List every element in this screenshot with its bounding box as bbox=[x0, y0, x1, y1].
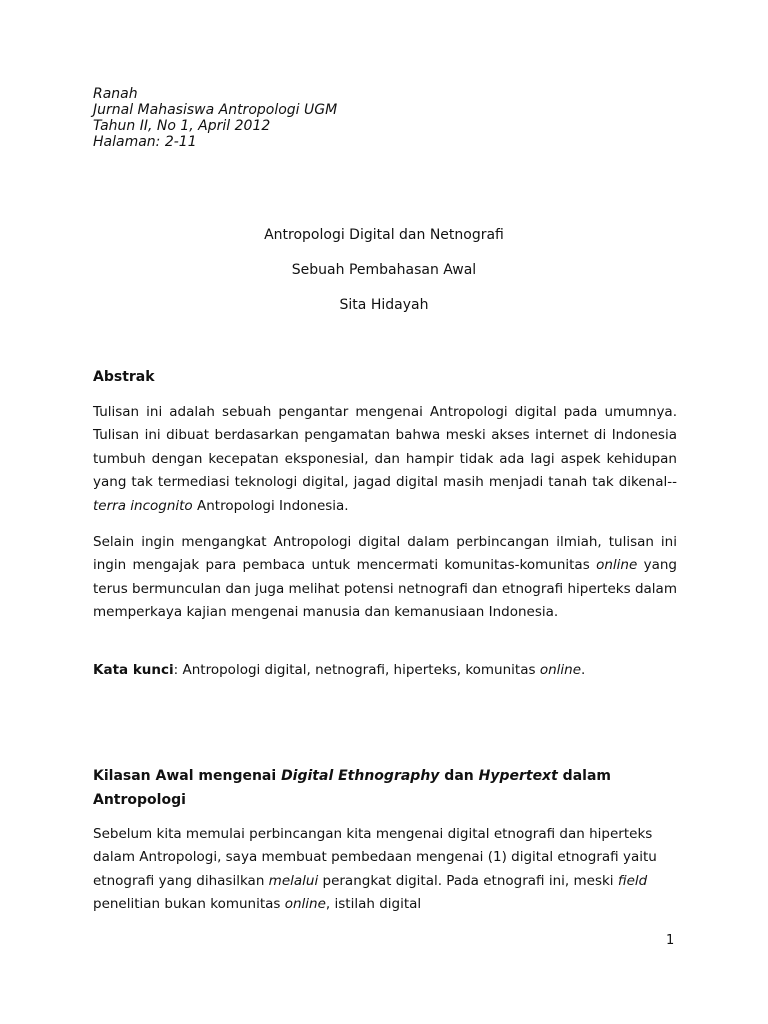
section-heading-c: dalam Antropologi bbox=[93, 768, 611, 808]
section-heading-b: dan bbox=[439, 768, 479, 784]
section-p-text-c: penelitian bukan komunitas bbox=[93, 896, 285, 913]
paper-title: Antropologi Digital dan Netnografi bbox=[264, 227, 504, 243]
abstract-p2-text-b: yang terus bermunculan dan juga melihat potensi netnografi dan etnografi hiperteks dalam memperkaya kajian mengenai manusia dan kemanusiaan Indonesia. bbox=[93, 557, 677, 621]
paper-author: Sita Hidayah bbox=[339, 297, 429, 313]
keywords-label: Kata kunci bbox=[93, 662, 174, 678]
abstract-p1-text-b: Antropologi Indonesia. bbox=[192, 497, 349, 514]
paper-subtitle: Sebuah Pembahasan Awal bbox=[291, 262, 477, 278]
abstract-paragraph-1 bbox=[93, 401, 677, 518]
journal-name: Ranah bbox=[93, 86, 138, 102]
journal-issue: Tahun II, No 1, April 2012 bbox=[93, 118, 271, 134]
section-p-em-2: field bbox=[617, 872, 648, 889]
section-p-em-3: online bbox=[284, 896, 326, 913]
section-heading bbox=[93, 764, 677, 812]
abstract-p2-emphasis: online bbox=[596, 557, 638, 574]
abstract-heading: Abstrak bbox=[93, 369, 155, 385]
keywords bbox=[93, 659, 677, 682]
keywords-text-b: . bbox=[581, 662, 586, 678]
section-heading-em-2: Hypertext bbox=[478, 768, 558, 784]
keywords-emphasis: online bbox=[539, 662, 582, 678]
section-heading-a: Kilasan Awal mengenai bbox=[93, 768, 282, 784]
journal-pages: Halaman: 2-11 bbox=[93, 134, 197, 150]
section-p-text-b: perangkat digital. Pada etnografi ini, meski bbox=[318, 872, 618, 889]
journal-header bbox=[93, 86, 337, 150]
section-p-text-d: , istilah digital bbox=[325, 896, 422, 913]
abstract-paragraph-2 bbox=[93, 531, 677, 625]
keywords-text-a: : Antropologi digital, netnografi, hiperteks, komunitas bbox=[173, 662, 540, 678]
abstract-p2-text-a: Selain ingin mengangkat Antropologi digital dalam perbincangan ilmiah, tulisan ini ingin mengajak para pembaca untuk mencermati komunitas-komunitas bbox=[93, 534, 677, 574]
abstract-p1-text-a: Tulisan ini adalah sebuah pengantar mengenai Antropologi digital pada umumnya. Tulisan ini dibuat berdasarkan pengamatan bahwa meski akses internet di Indonesia tumbuh dengan kecepatan eksponesial, dan hampir tidak ada lagi aspek kehidupan yang tak termediasi teknologi digital, jagad digital masih menjadi tanah tak dikenal-- bbox=[93, 404, 677, 491]
section-heading-em-1: Digital Ethnography bbox=[281, 768, 440, 784]
section-p-text-a: Sebelum kita memulai perbincangan kita mengenai digital etnografi dan hiperteks dalam Antropologi, saya membuat pembedaan mengenai (1) digital etnografi yaitu etnografi yang dihasilkan bbox=[93, 826, 657, 889]
journal-full-name: Jurnal Mahasiswa Antropologi UGM bbox=[93, 102, 338, 118]
abstract-p1-emphasis: terra incognito bbox=[93, 497, 193, 514]
section-p-em-1: melalui bbox=[268, 872, 319, 889]
section-paragraph bbox=[93, 823, 677, 917]
page-number: 1 bbox=[666, 933, 675, 948]
